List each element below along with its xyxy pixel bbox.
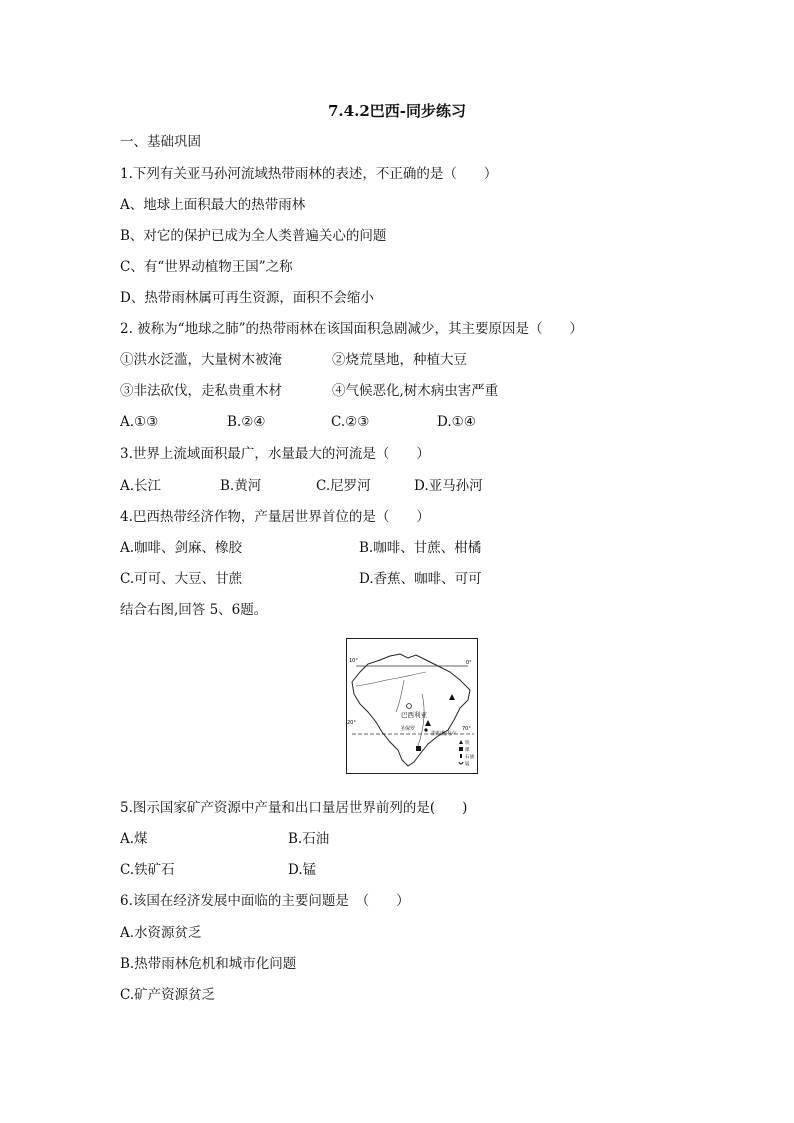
legend-iron-label: 铁	[465, 741, 470, 746]
sao-paulo-label: 圣保罗	[400, 726, 416, 732]
question-3-option-a: A.长江	[120, 478, 162, 494]
question-6-option-c: C.矿产资源贫乏	[120, 987, 216, 1003]
legend-oil-symbol	[460, 754, 462, 758]
map-frame	[347, 639, 478, 774]
legend-oil-label: 石油	[465, 755, 474, 760]
question-4-option-d: D.香蕉、咖啡、可可	[359, 571, 482, 587]
question-4-stem: 4.巴西热带经济作物，产量居世界首位的是（ ）	[120, 509, 430, 525]
question-2-option-b: B.②④	[227, 414, 266, 430]
question-1-option-c: C、有“世界动植物王国”之称	[120, 259, 293, 275]
question-5-stem: 5.图示国家矿产资源中产量和出口量居世界前列的是( )	[120, 800, 468, 816]
question-2-stem: 2. 被称为“地球之肺”的热带雨林在该国面积急剧减少，其主要原因是（ ）	[120, 321, 583, 337]
question-2-option-a: A.①③	[120, 414, 159, 430]
question-2-option-d: D.①④	[437, 414, 476, 430]
question-5-option-d: D.锰	[288, 862, 317, 878]
question-3-option-b: B.黄河	[220, 478, 262, 494]
question-2-statement-4: ④气候恶化,树木病虫害严重	[332, 383, 499, 399]
question-1-stem: 1.下列有关亚马孙河流域热带雨林的表述，不正确的是（ ）	[120, 166, 498, 182]
lon70-label: 70°	[462, 726, 471, 732]
question-2-statement-1: ①洪水泛滥，大量树木被淹	[120, 352, 282, 368]
question-4-option-a: A.咖啡、剑麻、橡胶	[120, 540, 243, 556]
brazil-map	[346, 638, 478, 774]
coal-symbol	[416, 746, 421, 751]
question-5-option-b: B.石油	[288, 831, 330, 847]
capital-label: 巴西利亚	[401, 711, 427, 719]
legend-coal-symbol	[459, 747, 463, 751]
lat20-label: 20°	[347, 720, 356, 726]
lon-label: 10°	[349, 658, 358, 664]
question-4-option-c: C.可可、大豆、甘蔗	[120, 571, 243, 587]
question-6-stem: 6.该国在经济发展中面临的主要问题是 （ ）	[120, 893, 410, 909]
question-2-option-c: C.②③	[331, 414, 370, 430]
question-5-option-c: C.铁矿石	[120, 862, 175, 878]
question-3-option-c: C.尼罗河	[316, 478, 371, 494]
question-2-statement-3: ③非法砍伐，走私贵重木材	[120, 383, 282, 399]
legend-coal-label: 煤	[465, 748, 470, 753]
question-6-option-b: B.热带雨林危机和城市化问题	[120, 956, 297, 972]
question-1-option-d: D、热带雨林属可再生资源，面积不会缩小	[120, 290, 374, 306]
question-6-option-a: A.水资源贫乏	[120, 925, 202, 941]
lat0-label: 0°	[466, 660, 472, 666]
question-2-statement-2: ②烧荒垦地，种植大豆	[332, 352, 467, 368]
question-3-stem: 3.世界上流域面积最广，水量最大的河流是（ ）	[120, 446, 430, 462]
rio-label: 里约热内卢	[431, 731, 457, 737]
page-title: 7.4.2巴西-同步练习	[328, 102, 466, 120]
legend-mn-label: 锰	[465, 762, 470, 767]
question-4-option-b: B.咖啡、甘蔗、柑橘	[359, 540, 482, 556]
question-1-option-b: B、对它的保护已成为全人类普遍关心的问题	[120, 228, 387, 244]
question-3-option-d: D.亚马孙河	[414, 478, 483, 494]
question-1-option-a: A、地球上面积最大的热带雨林	[120, 197, 306, 213]
city-marker	[424, 728, 427, 731]
question-5-option-a: A.煤	[120, 831, 148, 847]
questions-5-6-intro: 结合右图,回答 5、6题。	[120, 602, 268, 618]
section-heading: 一、基础巩固	[120, 134, 201, 150]
